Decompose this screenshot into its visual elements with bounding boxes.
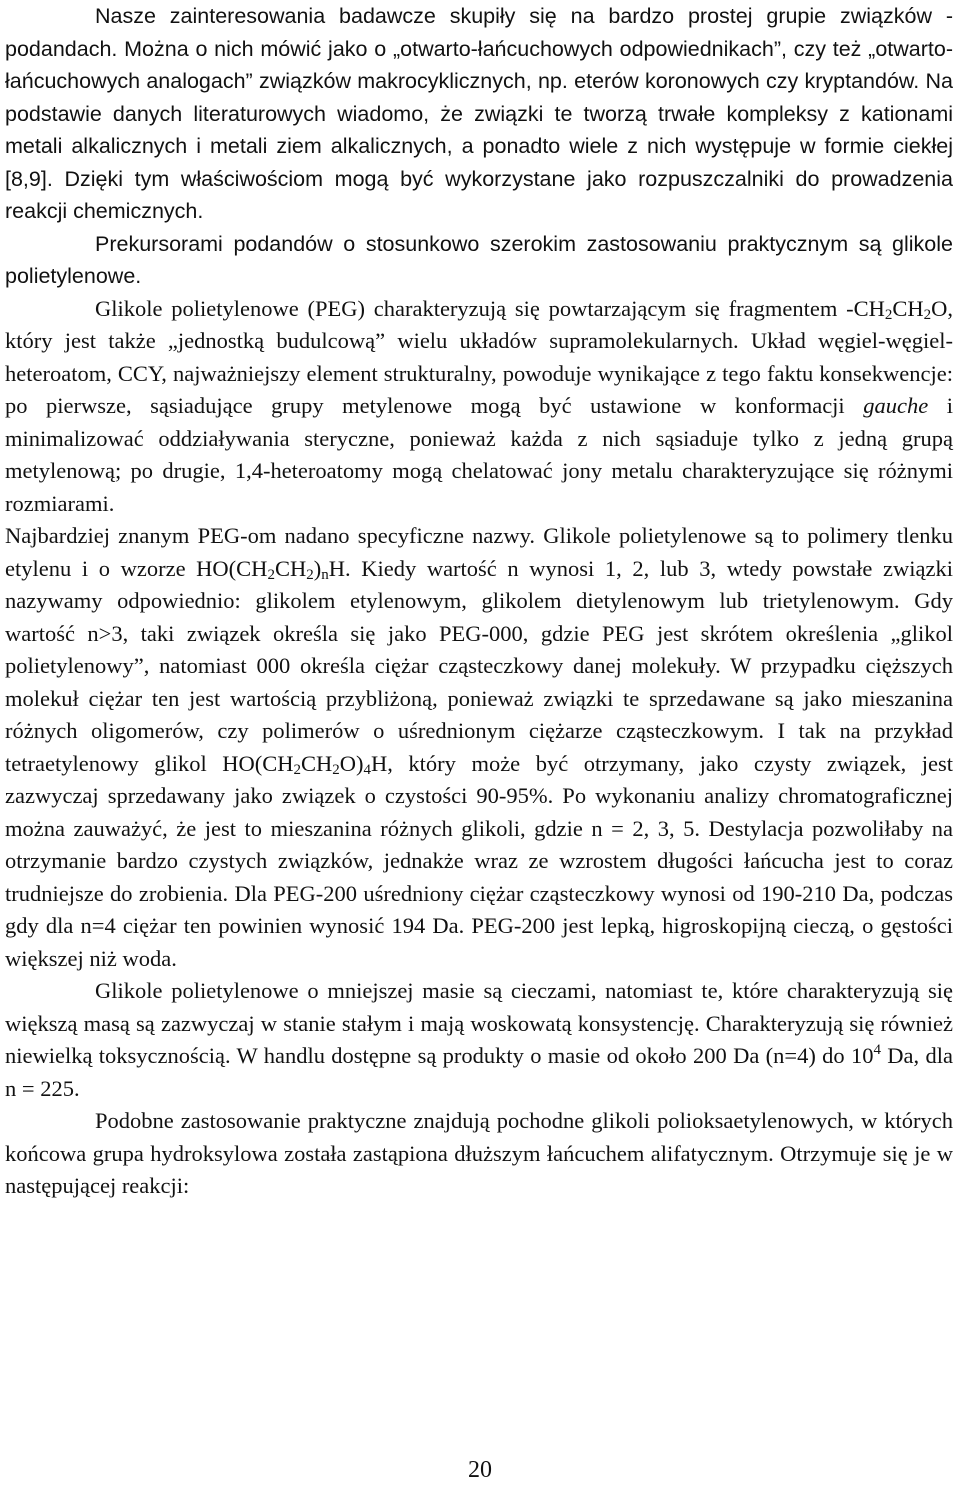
document-page	[5, 0, 953, 1203]
text-run: CH	[892, 295, 924, 321]
paragraph-peg-precursors	[5, 228, 953, 293]
text-run: Najbardziej znanym PEG-om nadano specyficzne nazwy. Glikole polietylenowe są to polimery tlenku etylenu i o wzorze HO(CH	[5, 523, 953, 581]
paragraph-derivatives	[5, 1105, 953, 1203]
superscript: 4	[873, 1042, 881, 1058]
text-run: CH	[274, 555, 307, 581]
text-run: H. Kiedy wartość n wynosi 1, 2, lub 3, wtedy powstałe związki nazywamy odpowiednio: glikolem etylenowym, glikolem dietylenowym lub trietylenowym. Gdy wartość n>3, taki związek określa się jako PEG-000, gdzie PEG jest skrótem określenia „glikol polietylenowy”, natomiast 000 określa ciężar cząsteczkowy danej molekuły. W przypadku cięższych molekuł ciężar ten jest wartością przybliżoną, ponieważ związki te sprzedawane są jako mieszanina różnych oligomerów, czy polimerów o uśrednionym ciężarze cząsteczkowym. I tak na przykład tetraetylenowy glikol HO(CH	[5, 555, 953, 776]
text-run: Da, dla n = 225.	[5, 1043, 953, 1101]
paragraph-peg-properties	[5, 975, 953, 1105]
paragraph-peg-naming	[5, 520, 953, 975]
subscript: 2	[884, 306, 893, 323]
text-run: O)	[339, 750, 364, 776]
subscript: 2	[306, 566, 314, 583]
text-run: CH	[301, 750, 333, 776]
subscript: n	[321, 566, 329, 583]
subscript: 2	[923, 306, 932, 323]
page-number: 20	[468, 1457, 492, 1483]
subscript: 2	[267, 566, 275, 583]
paragraph-podands-intro	[5, 0, 953, 228]
text-run: )	[313, 555, 322, 581]
text-run: Glikole polietylenowe (PEG) charakteryzują się powtarzającym się fragmentem -CH	[95, 295, 885, 321]
paragraph-text: Nasze zainteresowania badawcze skupiły się na bardzo prostej grupie związków - podandach. Można o nich mówić jako o „otwarto-łańcuchowych odpowiednikach”, czy też „otwarto-łańcuchowych analogach” związków makrocyklicznych, np. eterów koronowych czy kryptandów. Na podstawie danych literaturowych wiadomo, że związki te tworzą trwałe kompleksy z kationami metali alkalicznych i metali ziem alkalicznych, a ponadto wiele z nich występuje w formie ciekłej [8,9]. Dzięki tym właściwościom mogą być wykorzystane jako rozpuszczalniki do prowadzenia reakcji chemicznych.	[5, 4, 953, 223]
text-run: i minimalizować oddziaływania steryczne, ponieważ każda z nich sąsiaduje tylko z jedną grupą metylenową; po drugie, 1,4-heteroatomy mogą chelatować jony metalu charakteryzujące się różnymi rozmiarami.	[5, 393, 953, 516]
subscript: 2	[293, 761, 301, 778]
paragraph-text: Podobne zastosowanie praktyczne znajdują pochodne glikoli polioksaetylenowych, w których końcowa grupa hydroksylowa została zastąpiona dłuższym łańcuchem alifatycznym. Otrzymuje się je w następującej reakcji:	[5, 1108, 953, 1198]
italic-term: gauche	[863, 393, 929, 418]
paragraph-peg-structure	[5, 293, 953, 521]
text-run: O, który jest także „jednostką budulcową” wielu układów supramolekularnych. Układ węgiel-węgiel-heteroatom, CCY, najważniejszy element strukturalny, powoduje wynikające z tego faktu konsekwencje: po pierwsze, sąsiadujące grupy metylenowe mogą być ustawione w konformacji	[5, 295, 953, 418]
text-run: H, który może być otrzymany, jako czysty związek, jest zazwyczaj sprzedawany jako związek o czystości 90-95%. Po wykonaniu analizy chromatograficznej można zauważyć, że jest to mieszanina różnych glikoli, gdzie n = 2, 3, 5. Destylacja pozwoliłaby na otrzymanie bardzo czystych związków, jednakże wraz ze wzrostem długości łańcucha jest to coraz trudniejsze do zrobienia. Dla PEG-200 uśredniony ciężar cząsteczkowy wynosi od 190-210 Da, podczas gdy dla n=4 ciężar ten powinien wynosić 194 Da. PEG-200 jest lepką, higroskopijną cieczą, o gęstości większej niż woda.	[5, 750, 953, 971]
subscript: 2	[332, 761, 340, 778]
paragraph-text: Prekursorami podandów o stosunkowo szerokim zastosowaniu praktycznym są glikole polietylenowe.	[5, 231, 953, 288]
text-run: Glikole polietylenowe o mniejszej masie są cieczami, natomiast te, które charakteryzują się większą masą są zazwyczaj w stanie stałym i mają woskowatą konsystencję. Charakteryzują się również niewielką toksycznością. W handlu dostępne są produkty o masie od około 200 Da (n=4) do 10	[5, 978, 953, 1068]
subscript: 4	[363, 761, 372, 778]
